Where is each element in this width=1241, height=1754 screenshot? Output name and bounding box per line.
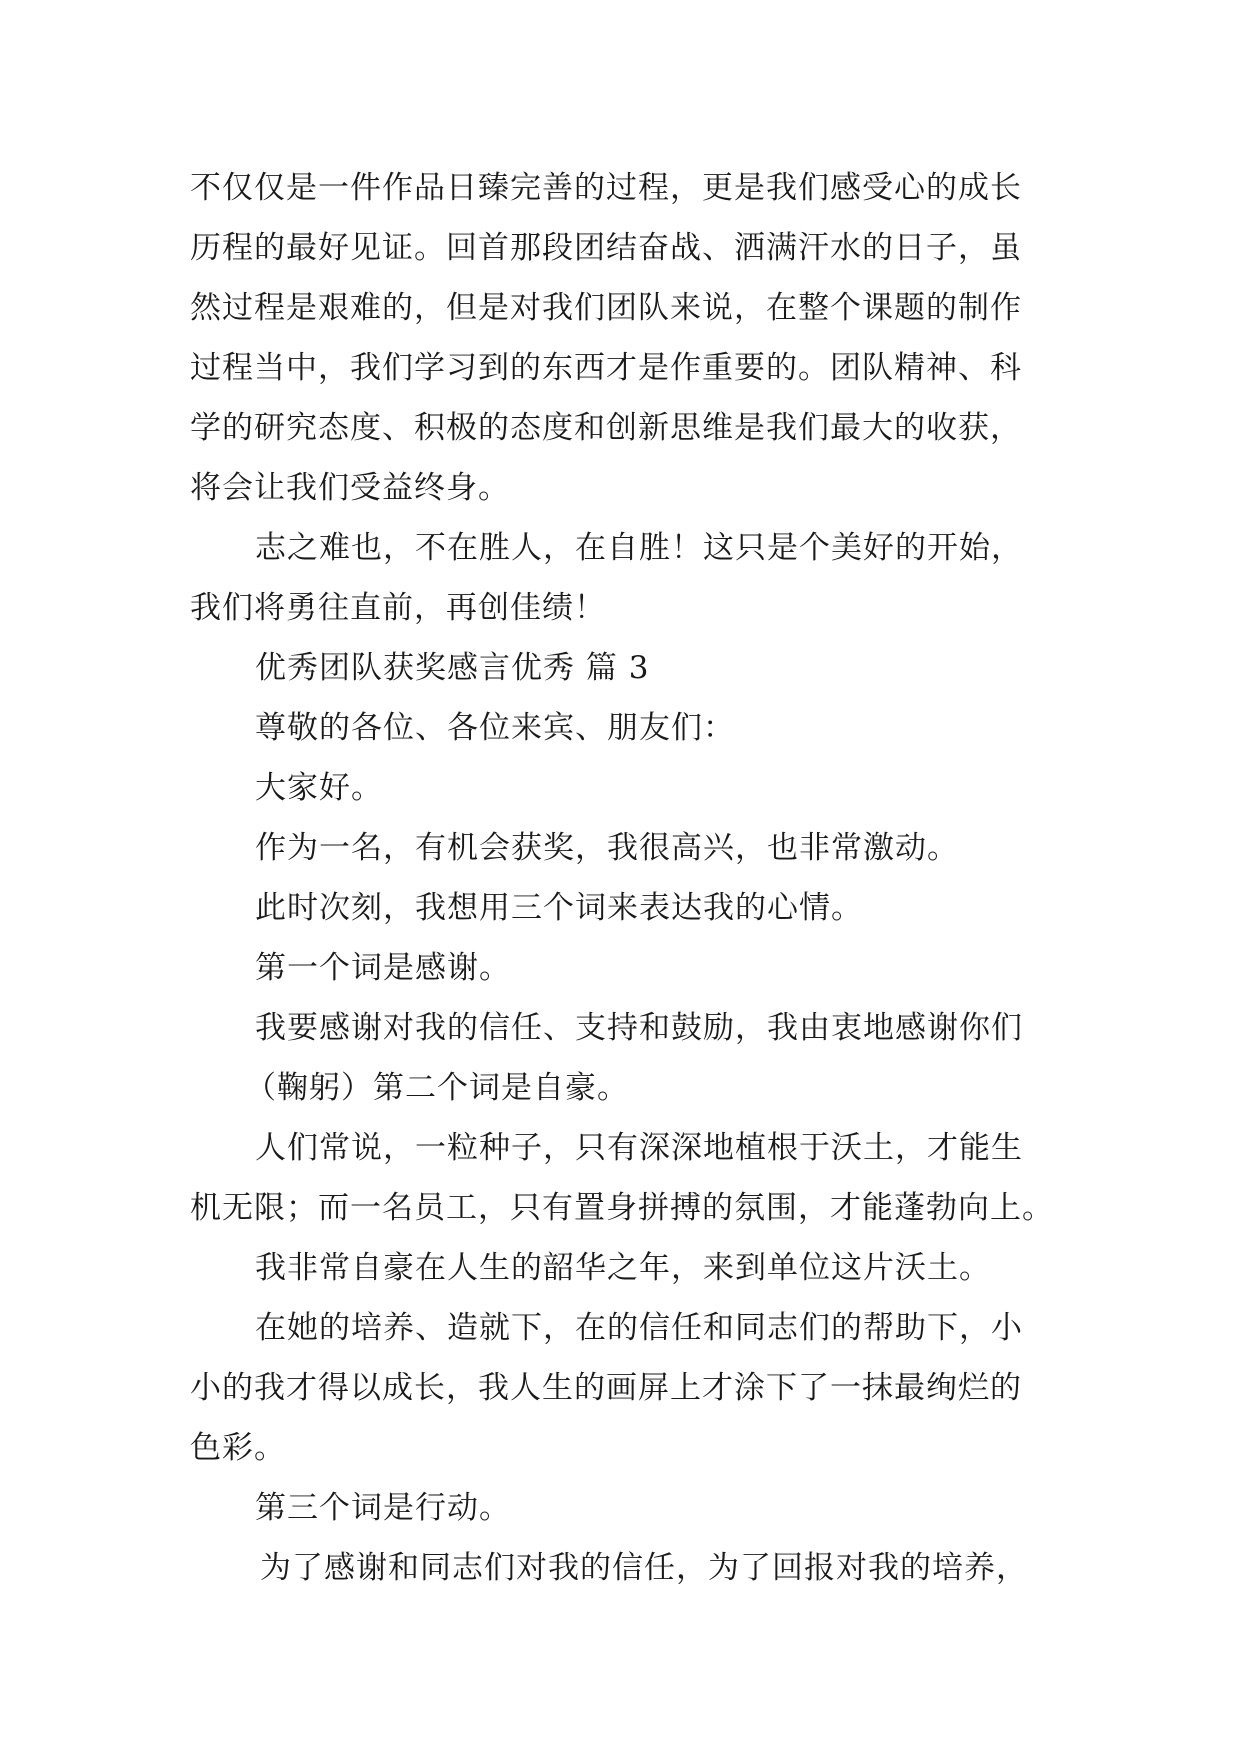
text-line: 人们常说，一粒种子，只有深深地植根于沃土，才能生 [255, 1130, 1023, 1166]
text-line: 第三个词是行动。 [255, 1490, 511, 1526]
text-line: 第一个词是感谢。 [255, 950, 511, 986]
section-heading: 优秀团队获奖感言优秀 篇 3 [255, 650, 650, 686]
text-line: 将会让我们受益终身。 [190, 470, 510, 506]
text-line: 我们将勇往直前，再创佳绩！ [190, 590, 606, 626]
text-line: 色彩。 [190, 1430, 286, 1466]
text-line: 学的研究态度、积极的态度和创新思维是我们最大的收获， [190, 410, 1022, 446]
text-line: 此时次刻，我想用三个词来表达我的心情。 [255, 890, 863, 926]
text-line: 尊敬的各位、各位来宾、朋友们： [255, 710, 735, 746]
text-line: 大家好。 [255, 770, 383, 806]
text-line: 作为一名，有机会获奖，我很高兴，也非常激动。 [255, 830, 959, 866]
text-line: 机无限；而一名员工，只有置身拼搏的氛围，才能蓬勃向上。 [190, 1190, 1054, 1226]
text-line: 在她的培养、造就下，在的信任和同志们的帮助下，小 [255, 1310, 1023, 1346]
text-line: （鞠躬）第二个词是自豪。 [245, 1070, 629, 1106]
text-line: 历程的最好见证。回首那段团结奋战、洒满汗水的日子，虽 [190, 230, 1022, 266]
text-line: 过程当中，我们学习到的东西才是作重要的。团队精神、科 [190, 350, 1022, 386]
text-line: 小的我才得以成长，我人生的画屏上才涂下了一抹最绚烂的 [190, 1370, 1022, 1406]
text-line: 我非常自豪在人生的韶华之年，来到单位这片沃土。 [255, 1250, 991, 1286]
text-line: 我要感谢对我的信任、支持和鼓励，我由衷地感谢你们 [255, 1010, 1023, 1046]
text-line: 然过程是艰难的，但是对我们团队来说，在整个课题的制作 [190, 290, 1022, 326]
text-line: 不仅仅是一件作品日臻完善的过程，更是我们感受心的成长 [190, 170, 1022, 206]
text-line: 为了感谢和同志们对我的信任，为了回报对我的培养， [260, 1550, 1028, 1586]
text-line: 志之难也，不在胜人，在自胜！这只是个美好的开始， [255, 530, 1023, 566]
